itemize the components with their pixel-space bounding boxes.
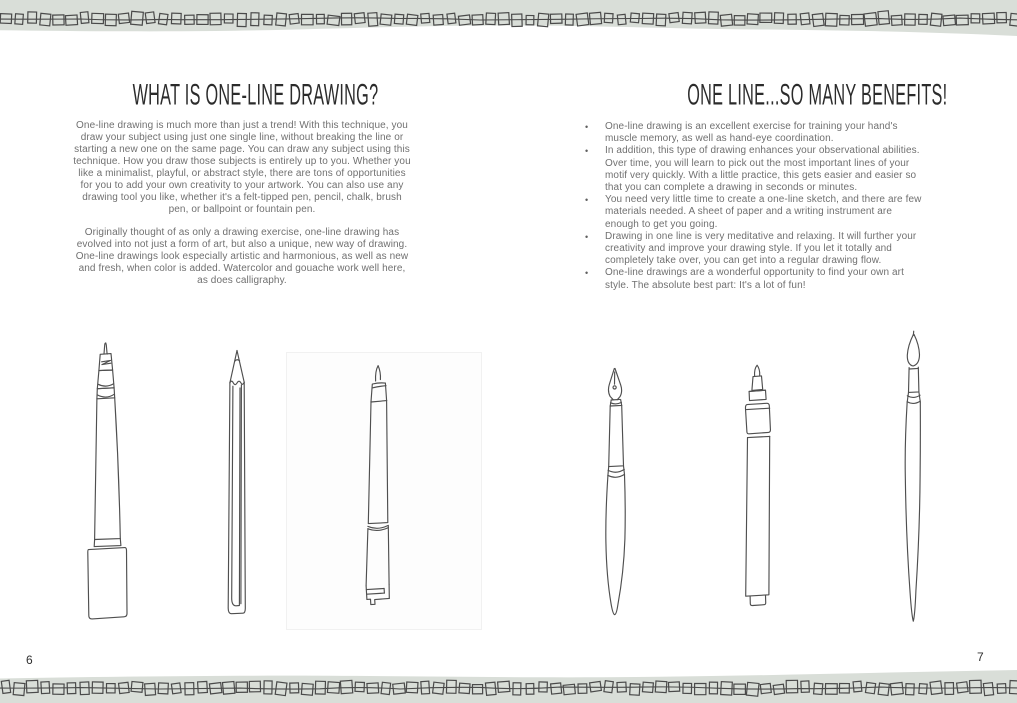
- bullet-icon: •: [585, 122, 589, 132]
- bullet-icon: •: [585, 146, 589, 157]
- brush-pen-drawing: [356, 360, 400, 606]
- bullet-icon: •: [585, 268, 589, 279]
- list-item: [582, 194, 924, 231]
- left-page-body: [72, 120, 412, 298]
- bullet-text: Drawing in one line is very meditative and relaxing. It will further your creativity and improve your drawing style. If you let it totally and completely take over, you can get into a regular drawing flow.: [605, 230, 917, 267]
- list-item: [582, 267, 924, 291]
- marker-pen-drawing: [733, 360, 779, 614]
- right-page-number: 7: [977, 650, 984, 664]
- right-page-bullet-list: [582, 121, 924, 292]
- pencil-drawing: [219, 346, 255, 622]
- felt-tip-pen-drawing: [84, 338, 130, 624]
- list-item: [582, 145, 924, 194]
- bullet-text: One-line drawing is an excellent exercise for training your hand's muscle memory, as well as hand-eye coordination.: [605, 121, 898, 145]
- bullet-text: In addition, this type of drawing enhances your observational abilities. Over time, you will learn to pick out the most important lines of your motif very quickly. With a little practice, this gets easier and easier so that you can complete a drawing in seconds or minutes.: [605, 145, 920, 194]
- right-page-title: ONE LINE...SO MANY BENEFITS!: [687, 79, 948, 112]
- list-item: [582, 231, 924, 268]
- bullet-text: You need very little time to create a one-line sketch, and there are few materials needed. A sheet of paper and a writing instrument are enough to get you going.: [605, 194, 922, 230]
- bottom-decorative-border: [0, 660, 1017, 703]
- left-page-number: 6: [26, 653, 33, 667]
- bullet-icon: •: [585, 195, 589, 206]
- bottom-band-shape: [0, 670, 1017, 703]
- paintbrush-drawing: [896, 328, 930, 632]
- left-page-header: [36, 79, 448, 112]
- list-item: [582, 121, 924, 145]
- right-page-header: [585, 79, 965, 112]
- fountain-pen-drawing: [596, 364, 636, 620]
- left-page-paragraph-2: Originally thought of as only a drawing exercise, one-line drawing has evolved into not just a form of art, but also a unique, new way of drawing. One-line drawings look especially artistic and harmonious, as well as new and fresh, when color is added. Watercolor and gouache work well here, as does calligraphy.: [75, 227, 409, 286]
- left-page-title: WHAT IS ONE-LINE DRAWING?: [132, 79, 379, 112]
- top-decorative-border: [0, 0, 1017, 46]
- bullet-text: One-line drawings are a wonderful opportunity to find your own art style. The absolute best part: It's a lot of fun!: [605, 267, 904, 291]
- bullet-icon: •: [585, 231, 589, 242]
- left-page-paragraph-1: One-line drawing is much more than just a trend! With this technique, you draw your subject using just one single line, without breaking the line or starting a new one on the same page. You can draw any subject using this technique. How you draw those subjects is entirely up to you. Whether you like a minimalist, playful, or abstract style, there are tons of opportunities for you to add your own creativity to your artwork. You can also use any drawing tool you like, whether it's a felt-tipped pen, pencil, chalk, brush pen, or ballpoint or fountain pen.: [73, 120, 411, 215]
